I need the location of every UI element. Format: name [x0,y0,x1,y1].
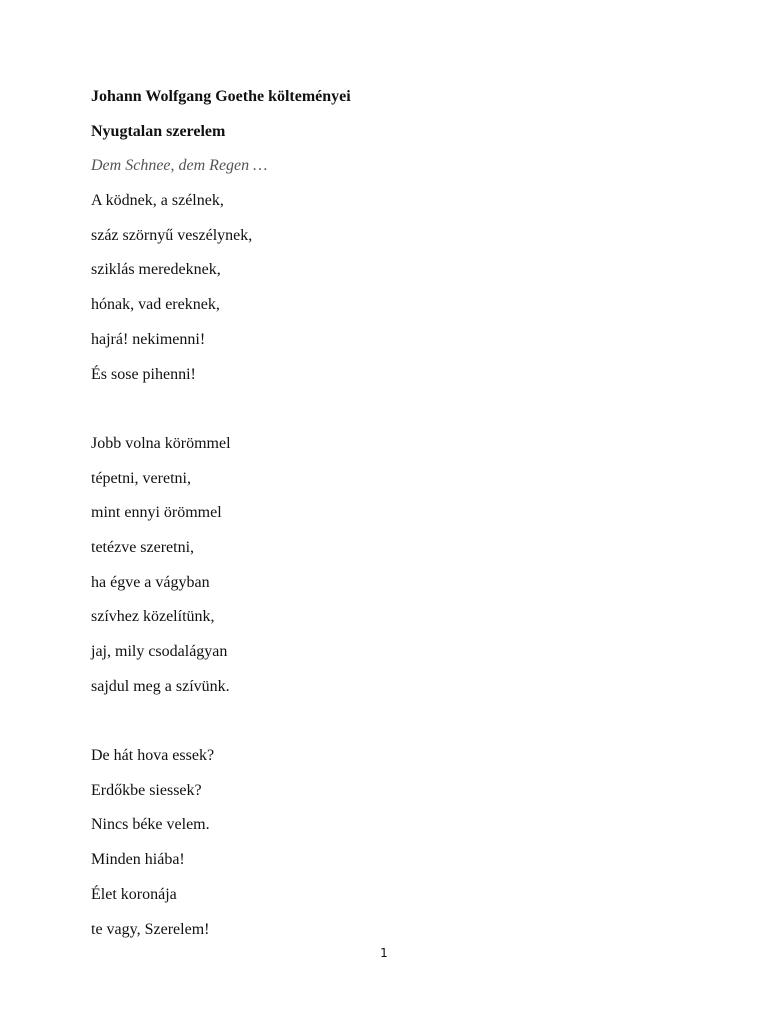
poem-line: jaj, mily csodalágyan [91,643,228,660]
stanza-3 [91,744,691,952]
poem-line: sziklás meredeknek, [91,261,221,279]
stanza-1 [91,189,691,397]
poem-line: Élet koronája [91,885,177,903]
poem-line: hónak, vad ereknek, [91,296,220,314]
poem-line: De hát hova essek? [91,747,215,765]
stanza-2 [91,432,691,710]
poem-line: ha égve a vágyban [91,573,210,591]
poem-line: A ködnek, a szélnek, [91,192,224,210]
poem-text-block [91,85,691,952]
poem-title: Nyugtalan szerelem [91,122,226,140]
poem-line: És sose pihenni! [91,365,196,383]
original-first-line: Dem Schnee, dem Regen … [91,157,268,175]
poem-line: száz szörnyű veszélynek, [91,226,253,244]
poem-line: tetézve szeretni, [91,538,195,556]
poem-line: Erdőkbe siessek? [91,781,202,799]
document-title: Johann Wolfgang Goethe költeményei [91,88,351,105]
poem-line: mint ennyi örömmel [91,504,222,522]
poem-line: sajdul meg a szívünk. [91,677,230,695]
page-number: 1 [380,946,388,960]
poem-line: Jobb volna körömmel [91,434,231,452]
poem-line: Minden hiába! [91,851,185,869]
poem-line: tépetni, veretni, [91,469,191,487]
poem-line: te vagy, Szerelem! [91,920,210,938]
stanza-break [91,709,691,744]
poem-line: szívhez közelítünk, [91,608,215,626]
poem-line: hajrá! nekimenni! [91,330,206,348]
poem-line: Nincs béke velem. [91,816,210,834]
stanza-break [91,397,691,432]
